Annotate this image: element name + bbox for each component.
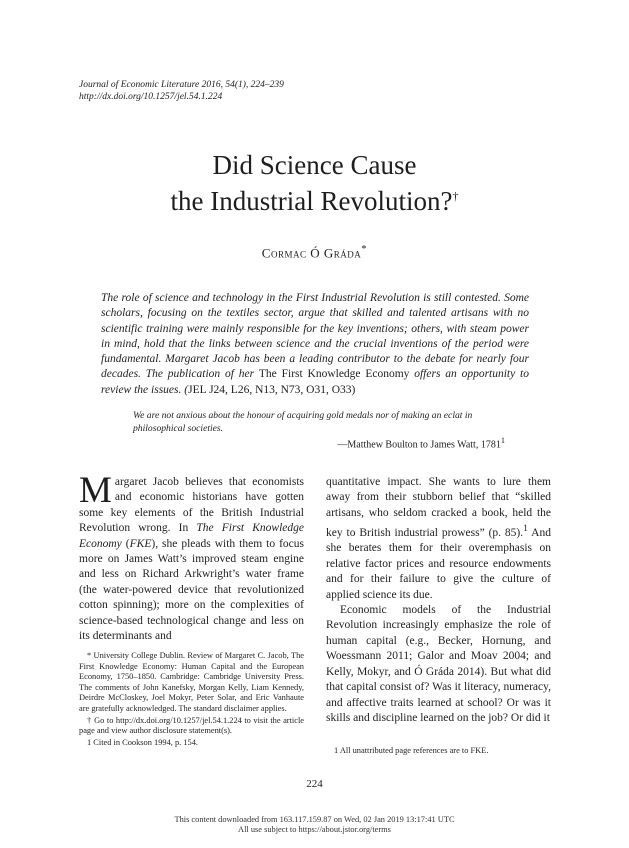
author-footnote-mark[interactable]: * bbox=[361, 243, 368, 255]
body-footnote-mark[interactable]: 1 bbox=[523, 523, 528, 535]
epigraph-quote: We are not anxious about the honour of acquiring gold medals nor of making an eclat in philosophical societies. bbox=[133, 410, 473, 434]
journal-reference bbox=[79, 79, 284, 103]
download-notice: This content downloaded from 163.117.159.87 on Wed, 02 Jan 2019 13:17:41 UTC bbox=[174, 815, 455, 824]
footnote-epigraph-source: 1 Cited in Cookson 1994, p. 154. bbox=[87, 737, 198, 747]
body-column-left: Margaret Jacob believes that economists and economic historians have gotten some key elements of the British Industrial Revolution wrong. In The First Knowledge Economy (FKE), she pleads with them to focus more on James Watt’s improved steam engine and less on Richard Arkwright’s water frame (the water-powered device that revolutionized cotton spinning); more on the complexities of science-based technological change and less on its determinants and bbox=[79, 470, 304, 643]
drop-cap: M bbox=[79, 470, 112, 511]
abstract: The role of science and technology in the First Industrial Revolution is still contested. Some scholars, focusing on the textiles sector, argue that skilled and talented artisans with no scientific training were mainly responsible for the key inventions; others, with steam power in mind, hold that the links between science and the crucial inventions of the period were fundamental. Margaret Jacob has been a leading contributor to the debate for nearly four decades. The publication of her The First Knowledge Economy offers an opportunity to review the issues. (JEL J24, L26, N13, N73, O31, O33) bbox=[101, 292, 529, 396]
page-number: 224 bbox=[306, 778, 323, 790]
author-line bbox=[0, 243, 629, 261]
jel-codes: JEL J24, L26, N13, N73, O31, O33) bbox=[188, 383, 356, 396]
book-abbreviation: FKE bbox=[129, 537, 152, 550]
terms-notice[interactable]: All use subject to https://about.jstor.org/terms bbox=[238, 825, 391, 834]
article-title bbox=[0, 150, 629, 217]
footnotes-left bbox=[79, 651, 304, 749]
journal-citation: Journal of Economic Literature 2016, 54(1), 224–239 bbox=[79, 80, 284, 90]
epigraph-attribution: —Matthew Boulton to James Watt, 1781$^1$ bbox=[337, 436, 505, 451]
footnote-right: 1 All unattributed page references are to FKE. bbox=[334, 746, 489, 755]
footnote-doi[interactable]: † Go to http://dx.doi.org/10.1257/jel.54.1.224 to visit the article page and view author disclosure statement(s). bbox=[79, 715, 304, 736]
doi-link[interactable]: http://dx.doi.org/10.1257/jel.54.1.224 bbox=[79, 92, 223, 102]
download-footer bbox=[0, 815, 629, 835]
title-line-2: the Industrial Revolution?† bbox=[170, 186, 459, 216]
paragraph-2: Economic models of the Industrial Revolution increasingly emphasize the role of human capital (e.g., Becker, Hornung, and Woessmann 2011; Galor and Moav 2004; and Kelly, Mokyr, and Ó Gráda 2014). But what did that capital consist of? Was it literacy, numeracy, and affective traits learned at school? Or was it skills and discipline learned on the job? Or did it bbox=[326, 604, 551, 724]
epigraph-footnote-mark[interactable]: 1 bbox=[500, 436, 505, 445]
title-line-1: Did Science Cause bbox=[212, 150, 417, 180]
abstract-book-title: The First Knowledge Economy bbox=[258, 368, 410, 381]
author-name: Cormac Ó Gráda bbox=[261, 245, 362, 261]
footnote-author: * University College Dublin. Review of Margaret C. Jacob, The First Knowledge Economy: Human Capital and the European Economy, 1750–1850. Cambridge: Cambridge University Press. The comments of John Kanefsky, Morgan Kelly, Liam Kennedy, Deirdre McCloskey, Joel Mokyr, Peter Solar, and Eric Vanhaute are gratefully acknowledged. The standard disclaimer applies. bbox=[79, 651, 304, 713]
body-column-right bbox=[326, 475, 551, 726]
paragraph-1: quantitative impact. She wants to lure them away from their stubborn belief that “skilled artisans, who seldom cracked a book, held the key to British industrial prowess” (p. 85).$^1$ And she berates them for their overemphasis on relative factor prices and resource endowments and for their failure to give the culture of applied science its due. bbox=[326, 476, 551, 601]
title-footnote-mark[interactable]: † bbox=[452, 189, 459, 203]
book-title-ref: The First Knowledge Economy bbox=[79, 522, 304, 550]
